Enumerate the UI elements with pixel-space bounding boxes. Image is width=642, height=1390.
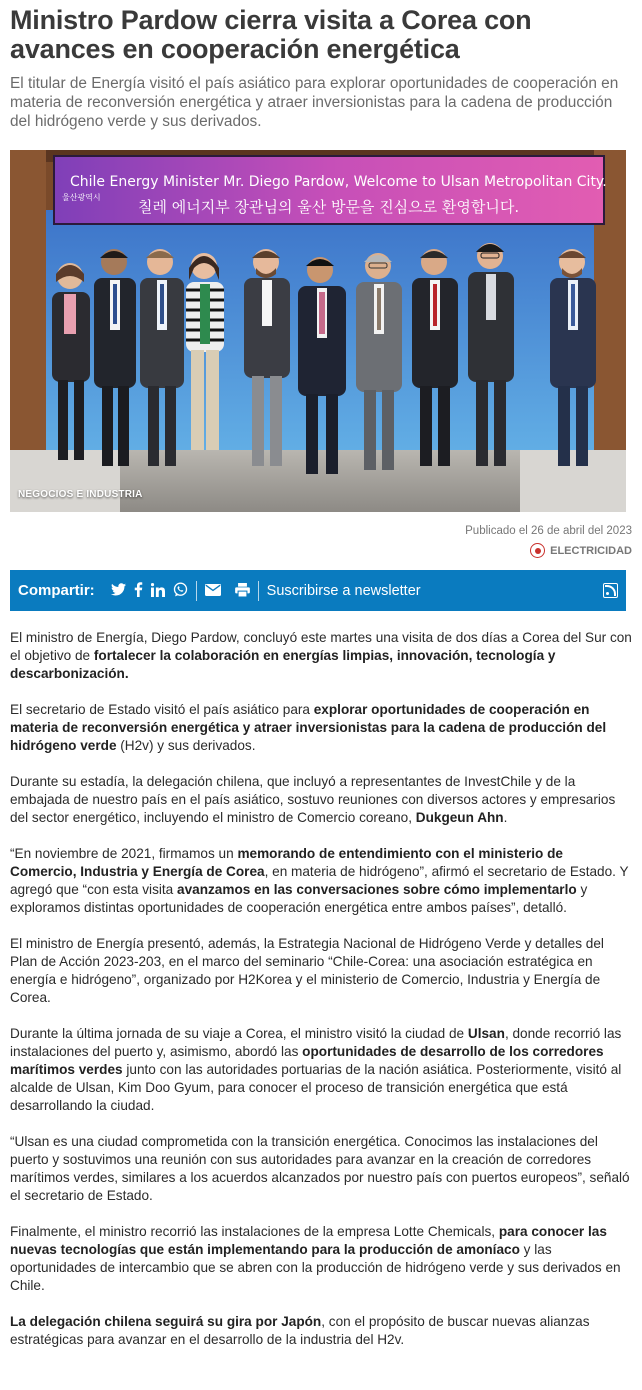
body-paragraph	[10, 1133, 632, 1205]
bold-text: fortalecer la colaboración en energías limpias, innovación, tecnología y descarbonización.	[10, 648, 556, 681]
article-lead: El titular de Energía visitó el país asiático para explorar oportunidades de cooperación en materia de reconversión energética y atraer inversionistas para la cadena de producción del hidrógeno verde y sus derivados.	[10, 75, 619, 130]
rss-icon[interactable]	[603, 583, 618, 598]
bold-text: Dukgeun Ahn	[415, 810, 504, 825]
text-run: Finalmente, el ministro recorrió las instalaciones de la empresa Lotte Chemicals,	[10, 1224, 499, 1239]
bold-text: Ulsan	[467, 1026, 505, 1041]
bold-text: para conocer las nuevas tecnologías que están implementando para la producción de amoníaco	[10, 1224, 607, 1257]
body-paragraph	[10, 629, 632, 683]
text-run: El ministro de Energía presentó, además, la Estrategia Nacional de Hidrógeno Verde y detalles del Plan de Acción 2023-203, en el marco del seminario “Chile-Corea: una asociación estratégica en energía e hidrógeno”, organizado por H2Korea y el ministerio de Comercio, Industria y Energía de Corea.	[10, 936, 604, 1005]
publish-date: Publicado el 26 de abril del 2023	[465, 525, 632, 537]
text-run: “En noviembre de 2021, firmamos un	[10, 846, 238, 861]
category-link[interactable]	[10, 543, 632, 558]
text-run: .	[503, 810, 508, 825]
text-run: Durante la última jornada de su viaje a Corea, el ministro visitó la ciudad de	[10, 1026, 468, 1041]
electricity-icon	[530, 543, 545, 558]
bold-text: memorando de entendimiento con el ministerio de Comercio, Industria y Energía de Corea	[10, 846, 563, 879]
text-run: y las oportunidades de intercambio que se abren con la producción de hidrógeno verde y sus derivados en Chile.	[10, 1242, 621, 1293]
article-body	[10, 629, 632, 1349]
bold-text: oportunidades de desarrollo de los corredores marítimos verdes	[10, 1044, 604, 1077]
text-run: “Ulsan es una ciudad comprometida con la transición energética. Conocimos las instalaciones del puerto y sostuvimos una reunión con sus autoridades para avanzar en la creación de corredores marítimos verdes, similares a los acuerdos alcanzados por nuestro país con puertos europeos”, señaló el secretario de Estado.	[10, 1134, 630, 1203]
share-divider	[196, 581, 197, 601]
image-category-tag[interactable]: NEGOCIOS E INDUSTRIA	[18, 489, 143, 500]
banner-text-kr: 칠레 에너지부 장관님의 울산 방문을 진심으로 환영합니다.	[138, 198, 520, 216]
bold-text: avanzamos en las conversaciones sobre cómo implementarlo	[177, 882, 577, 897]
twitter-icon[interactable]	[111, 583, 126, 598]
facebook-icon[interactable]	[134, 582, 143, 599]
email-icon[interactable]	[205, 584, 221, 598]
article	[0, 6, 642, 1349]
category-label: ELECTRICIDAD	[550, 544, 632, 557]
bold-text: La delegación chilena seguirá su gira por Japón	[10, 1314, 322, 1329]
banner-logo-text: 울산광역시	[62, 193, 101, 202]
text-run: , en materia de hidrógeno”, afirmó el secretario de Estado. Y agregó que “con esta visita	[10, 864, 629, 897]
text-run: y exploramos distintas oportunidades de cooperación energética entre ambos países”, detalló.	[10, 882, 588, 915]
share-actions	[205, 583, 250, 599]
photo-illustration	[10, 150, 626, 512]
hero-image	[10, 150, 626, 512]
body-paragraph	[10, 1223, 632, 1295]
article-title: Ministro Pardow cierra visita a Corea con avances en cooperación energética	[10, 5, 532, 64]
text-run: (H2v) y sus derivados.	[116, 738, 256, 753]
share-label: Compartir:	[18, 582, 95, 599]
body-paragraph	[10, 701, 632, 755]
banner-text-en: Chile Energy Minister Mr. Diego Pardow, Welcome to Ulsan Metropolitan City.	[70, 174, 607, 190]
text-run: , donde recorrió las instalaciones del puerto y, asimismo, abordó las	[10, 1026, 622, 1059]
body-paragraph	[10, 773, 632, 827]
text-run: El secretario de Estado visitó el país asiático para	[10, 702, 314, 717]
print-icon[interactable]	[235, 583, 250, 599]
share-icons	[111, 582, 188, 599]
text-run: , con el propósito de buscar nuevas alianzas estratégicas para avanzar en el desarrollo de la industria del H2v.	[10, 1314, 590, 1347]
body-paragraph	[10, 1313, 632, 1349]
share-divider-2	[258, 581, 259, 601]
body-paragraph	[10, 1025, 632, 1115]
text-run: El ministro de Energía, Diego Pardow, concluyó este martes una visita de dos días a Corea del Sur con el objetivo de	[10, 630, 632, 663]
linkedin-icon[interactable]	[151, 583, 165, 599]
newsletter-link[interactable]: Suscribirse a newsletter	[266, 582, 421, 599]
bold-text: explorar oportunidades de cooperación en materia de reconversión energética y atraer inversionistas para la cadena de producción del hidrógeno verde	[10, 702, 607, 753]
share-bar	[10, 570, 626, 611]
whatsapp-icon[interactable]	[173, 582, 188, 599]
body-paragraph	[10, 845, 632, 917]
body-paragraph	[10, 935, 632, 1007]
text-run: junto con las autoridades portuarias de la nación asiática. Posteriormente, visitó al alcalde de Ulsan, Kim Doo Gyum, para conocer el proceso de transición energética que está desarrollando la ciudad.	[10, 1062, 622, 1113]
text-run: Durante su estadía, la delegación chilena, que incluyó a representantes de InvestChile y de la embajada de nuestro país en el país asiático, sostuvo reuniones con diversos actores y empresarios del sector energético, incluyendo el ministro de Comercio coreano,	[10, 774, 616, 825]
